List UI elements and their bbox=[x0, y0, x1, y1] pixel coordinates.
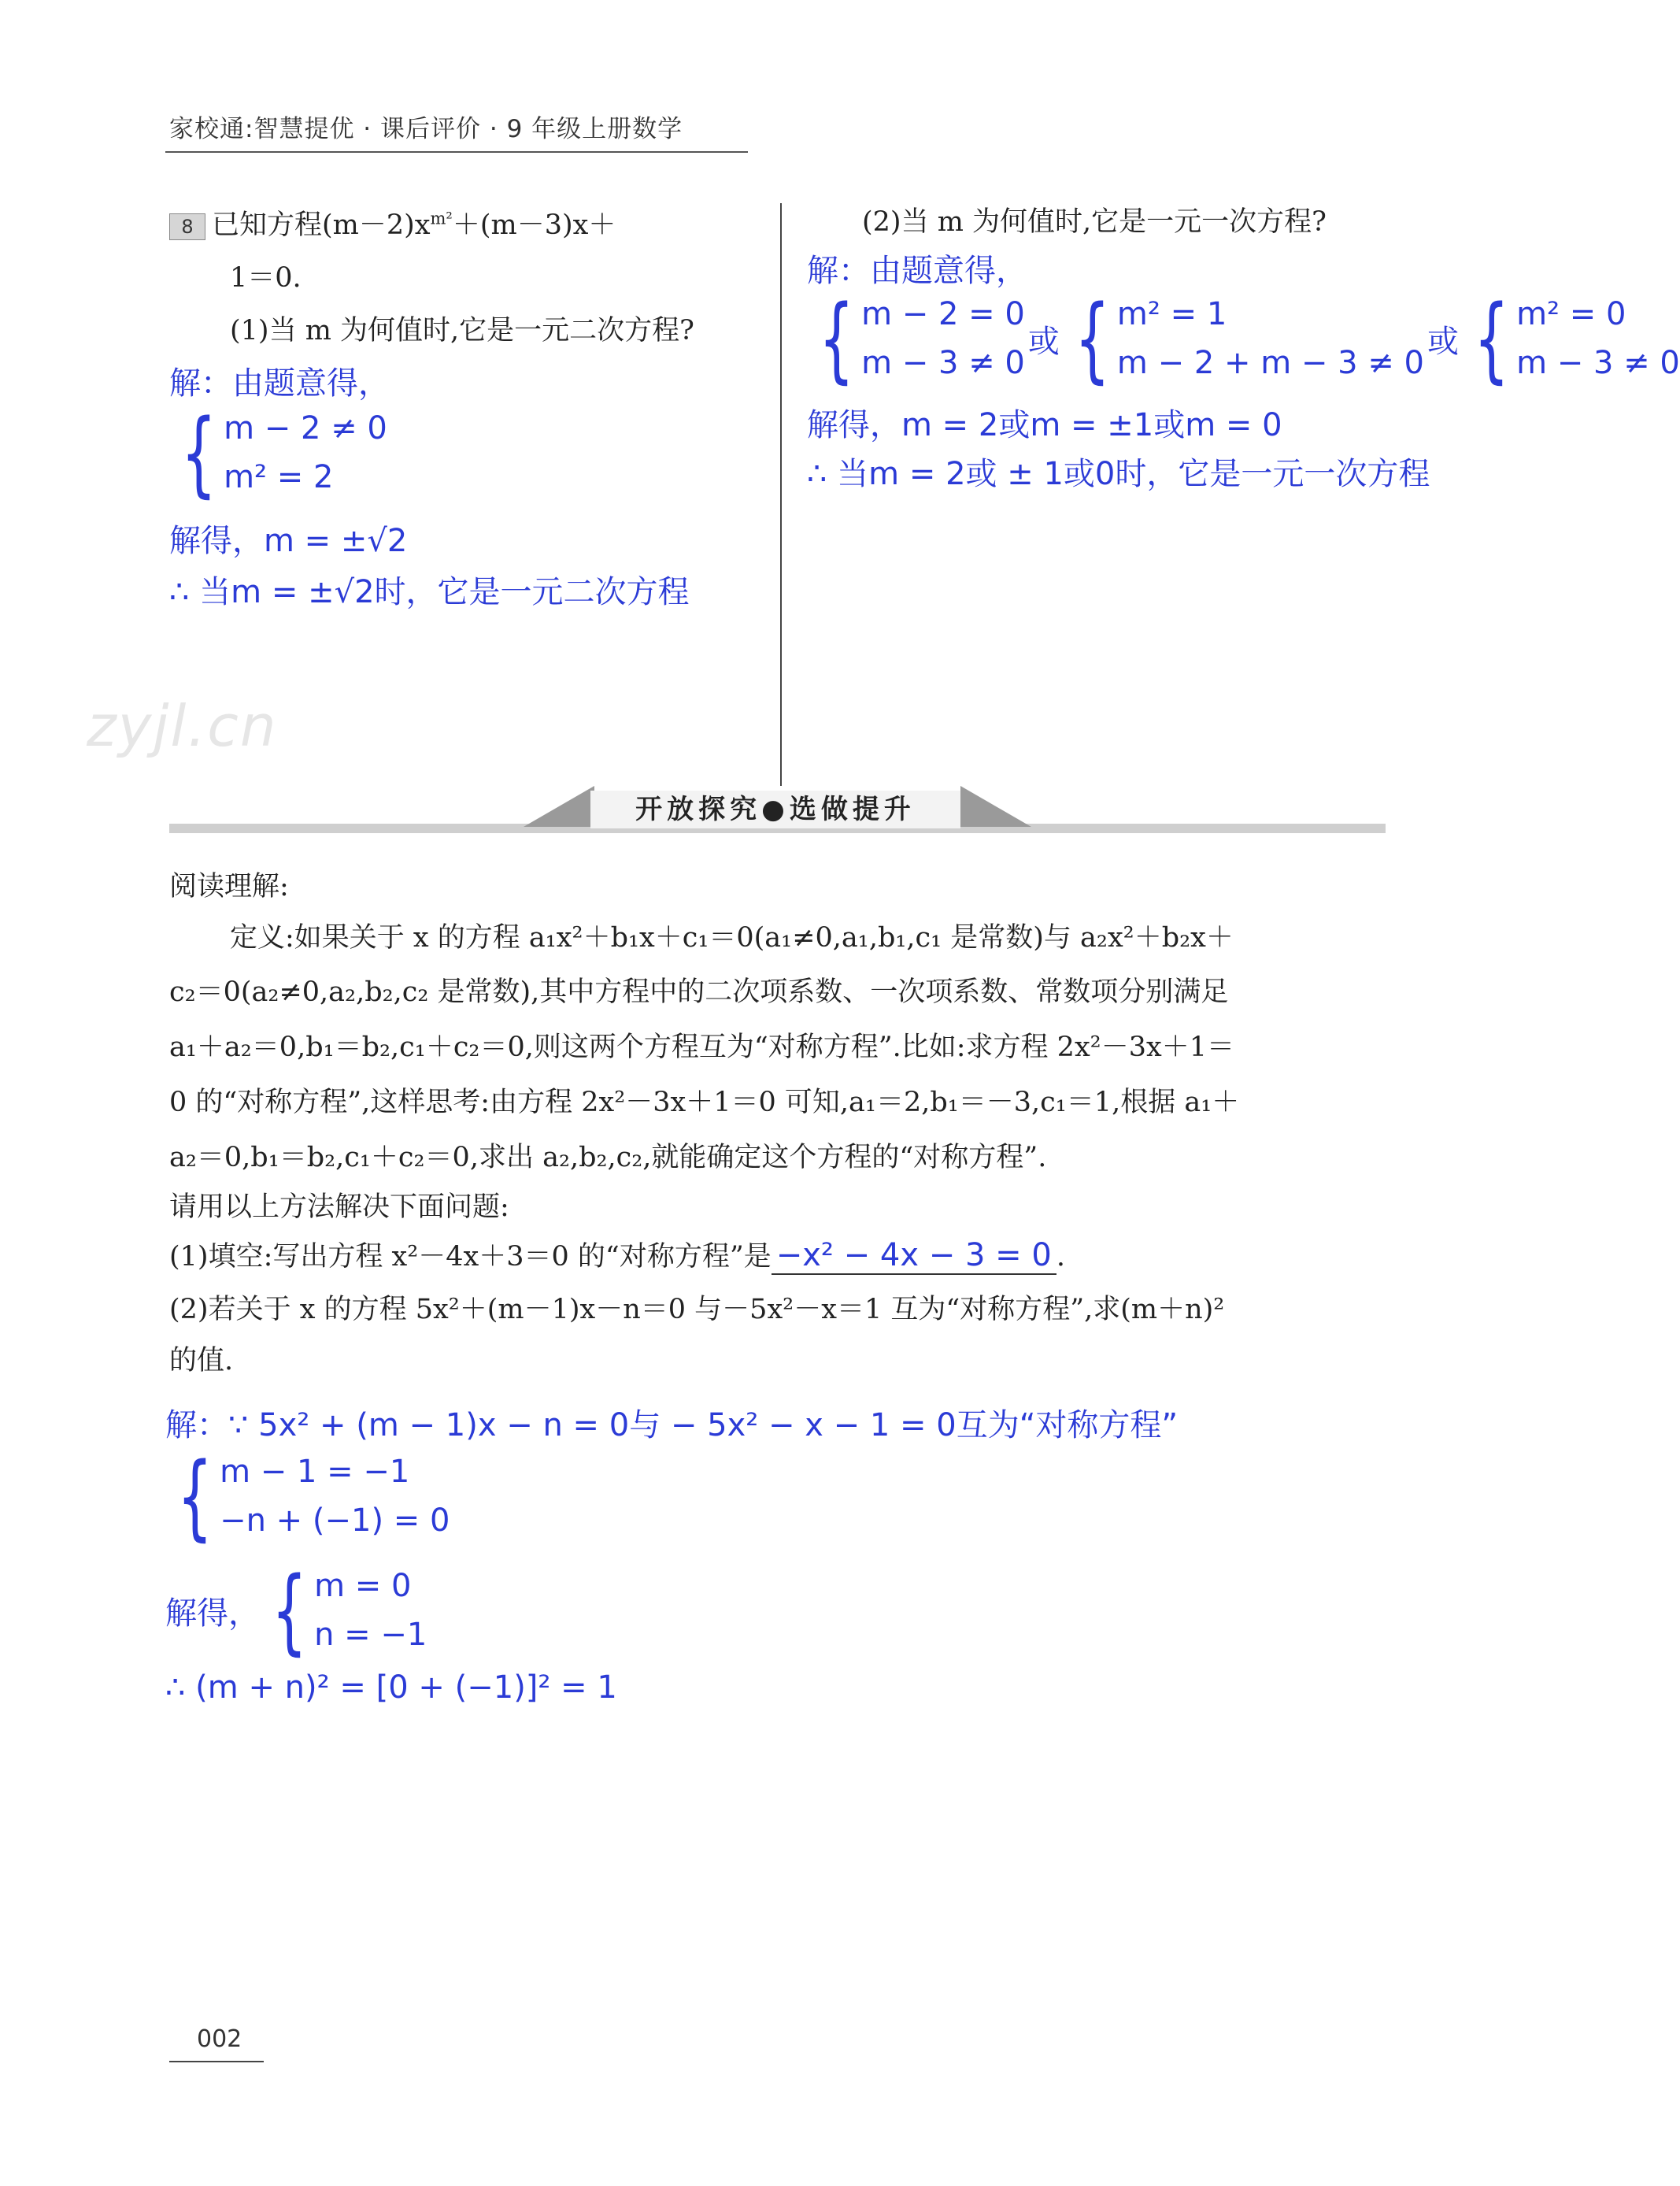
question-8-exponent: m² bbox=[430, 209, 453, 228]
brace-icon: { bbox=[177, 1442, 213, 1551]
question-8-stem bbox=[169, 203, 616, 243]
section-banner bbox=[169, 786, 1386, 836]
reading-p4: 0 的“对称方程”,这样思考:由方程 2x²－3x＋1＝0 可知,a₁＝2,b₁＝－3,c₁＝1,根据 a₁＋ bbox=[169, 1087, 1240, 1118]
answer2-systems bbox=[807, 284, 1680, 393]
answer1-eq2: m² = 2 bbox=[224, 459, 334, 495]
page-number-rule bbox=[169, 2061, 264, 2062]
reading-p5: a₂＝0,b₁＝b₂,c₁＋c₂＝0,求出 a₂,b₂,c₂,就能确定这个方程的“对称方程”. bbox=[169, 1142, 1047, 1173]
watermark: zyjl.cn bbox=[87, 693, 278, 759]
answer2-system-b bbox=[1063, 284, 1424, 393]
answer2-c-eq2: m − 3 ≠ 0 bbox=[1516, 345, 1680, 381]
reading-p3: a₁＋a₂＝0,b₁＝b₂,c₁＋c₂＝0,则这两个方程互为“对称方程”.比如:求方程 2x²－3x＋1＝ bbox=[169, 1032, 1234, 1063]
answer2-b-eq2: m − 2 + m − 3 ≠ 0 bbox=[1116, 345, 1424, 381]
question-8-part2: (2)当 m 为何值时,它是一元一次方程? bbox=[862, 206, 1327, 238]
answer2-c-eq1: m² = 0 bbox=[1516, 296, 1626, 332]
question-8-line1b: ＋(m－3)x＋ bbox=[452, 209, 616, 241]
answer3-eq1: m − 1 = −1 bbox=[220, 1454, 410, 1490]
answer3-m-value: m = 0 bbox=[314, 1568, 412, 1604]
question-8-line1: 已知方程(m－2)x bbox=[212, 209, 431, 241]
answer2-conclusion: ∴ 当m = 2或 ± 1或0时，它是一元一次方程 bbox=[807, 456, 1430, 492]
column-divider bbox=[780, 203, 782, 786]
brace-icon: { bbox=[1474, 284, 1510, 393]
or-word: 或 bbox=[1427, 323, 1459, 360]
banner-left-triangle bbox=[524, 786, 594, 827]
reading-q1-end: . bbox=[1056, 1241, 1065, 1273]
brace-icon: { bbox=[1074, 284, 1110, 393]
answer1-intro: 解：由题意得， bbox=[169, 365, 390, 402]
answer2-system-a bbox=[807, 284, 1025, 393]
q1-answer: −x² − 4x − 3 = 0 bbox=[772, 1237, 1056, 1275]
answer2-a-eq1: m − 2 = 0 bbox=[861, 296, 1025, 332]
reading-q2: (2)若关于 x 的方程 5x²＋(m－1)x－n＝0 与－5x²－x＝1 互为“对称方程”,求(m＋n)² bbox=[169, 1294, 1225, 1325]
answer3-n-value: n = −1 bbox=[314, 1617, 427, 1653]
banner-title: 开放探究●选做提升 bbox=[590, 791, 960, 828]
answer2-system-c bbox=[1462, 284, 1680, 393]
reading-q2b: 的值. bbox=[169, 1345, 234, 1376]
answer3-solve-label: 解得， bbox=[165, 1595, 260, 1632]
answer1-conclusion: ∴ 当m = ±√2时，它是一元二次方程 bbox=[169, 574, 690, 610]
answer3-eq2: −n + (−1) = 0 bbox=[220, 1502, 450, 1539]
answer3-solve bbox=[165, 1556, 427, 1665]
answer3-solution-system bbox=[260, 1556, 427, 1665]
answer3-line1: 解：∵ 5x² + (m − 1)x − n = 0与 − 5x² − x − 1 = 0互为“对称方程” bbox=[165, 1407, 1179, 1443]
answer3-conclusion: ∴ (m + n)² = [0 + (−1)]² = 1 bbox=[165, 1669, 617, 1706]
reading-p1: 定义:如果关于 x 的方程 a₁x²＋b₁x＋c₁＝0(a₁≠0,a₁,b₁,c₁ 是常数)与 a₂x²＋b₂x＋ bbox=[230, 922, 1234, 954]
answer1-solve: 解得，m = ±√2 bbox=[169, 523, 408, 559]
page-number: 002 bbox=[197, 2025, 242, 2053]
brace-icon: { bbox=[819, 284, 855, 393]
reading-p2: c₂＝0(a₂≠0,a₂,b₂,c₂ 是常数),其中方程中的二次项系数、一次项系数、常数项分别满足 bbox=[169, 976, 1229, 1008]
question-8-part1: (1)当 m 为何值时,它是一元二次方程? bbox=[230, 315, 694, 346]
answer2-solve: 解得，m = 2或m = ±1或m = 0 bbox=[807, 407, 1282, 443]
banner-right-triangle bbox=[960, 786, 1031, 827]
answer2-intro: 解：由题意得， bbox=[807, 253, 1027, 289]
answer2-b-eq1: m² = 1 bbox=[1116, 296, 1227, 332]
answer3-system bbox=[165, 1442, 450, 1551]
reading-q1 bbox=[169, 1235, 1065, 1275]
or-word: 或 bbox=[1027, 323, 1060, 360]
question-8-line2: 1＝0. bbox=[230, 262, 302, 294]
reading-p6: 请用以上方法解决下面问题: bbox=[169, 1191, 509, 1223]
brace-icon: { bbox=[272, 1556, 308, 1665]
brace-icon: { bbox=[181, 398, 217, 507]
answer1-system bbox=[169, 398, 387, 507]
reading-heading: 阅读理解: bbox=[169, 871, 289, 902]
answer1-eq1: m − 2 ≠ 0 bbox=[224, 410, 387, 446]
question-number-badge: 8 bbox=[169, 213, 205, 240]
answer2-a-eq2: m − 3 ≠ 0 bbox=[861, 345, 1025, 381]
reading-q1-text: (1)填空:写出方程 x²－4x＋3＝0 的“对称方程”是 bbox=[169, 1241, 772, 1273]
page-header: 家校通:智慧提优 · 课后评价 · 9 年级上册数学 bbox=[169, 115, 683, 143]
header-rule bbox=[165, 151, 748, 153]
